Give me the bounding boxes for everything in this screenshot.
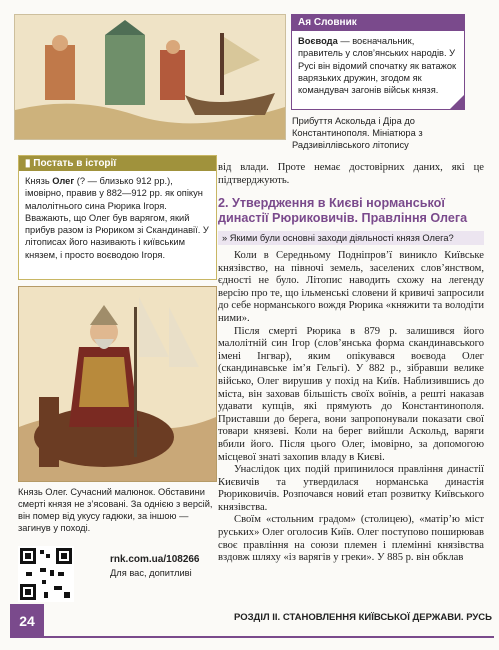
historical-figure-text bbox=[19, 171, 216, 265]
vocabulary-box bbox=[291, 14, 465, 110]
chapter-footer: РОЗДІЛ ІІ. СТАНОВЛЕННЯ КИЇВСЬКОЇ ДЕРЖАВИ. РУСЬ bbox=[234, 612, 492, 623]
portrait-drawing bbox=[19, 287, 216, 481]
miniature-illustration bbox=[14, 14, 286, 140]
vocabulary-header bbox=[292, 15, 464, 31]
role-intro: Князь bbox=[25, 176, 53, 186]
qr-subtitle: Для вас, допитливі bbox=[110, 568, 192, 578]
section-title: Утвердження в Києві норманської династії Рюриковичів. Правління Олега bbox=[218, 196, 468, 225]
historical-figure-header bbox=[19, 156, 216, 171]
portrait-caption: Князь Олег. Сучасний малюнок. Обставини смерті князя не з’ясовані. За однією з версій, він помер від укусу гадюки, за іншою — загинув у поході. bbox=[18, 487, 213, 534]
paragraph: Унаслідок цих подій припинилося правління династії Києвичів та утвердилася норманська династія Рюриковичів. Розпочався новий етап розвитку Київського князівства. bbox=[218, 464, 484, 513]
page-number: 24 bbox=[10, 604, 44, 638]
miniature-caption: Прибуття Аскольда і Діра до Константинополя. Мініатюра з Радзивіллівського літопису bbox=[292, 116, 423, 150]
qr-link[interactable]: rnk.com.ua/108266 bbox=[110, 554, 200, 565]
portrait-icon: ▮ bbox=[25, 158, 34, 169]
role-name: Олег bbox=[52, 176, 75, 186]
vocabulary-term: Воєвода bbox=[298, 36, 338, 46]
paragraph-continued: від влади. Проте немає достовірних даних, які це підтверджують. bbox=[218, 162, 484, 186]
paragraph: Своїм «стольним градом» (столицею), «матір’ю міст руських» Олег оголосив Київ. Олег поступово поширював своє правління на союзи племен і племінні князівства вздовж шляху «із варягів у греки». У 885 р. він обклав bbox=[218, 514, 484, 564]
oleg-portrait bbox=[18, 286, 217, 482]
vocabulary-icon: Aя bbox=[298, 17, 314, 28]
corner-triangle bbox=[450, 95, 464, 109]
footer-divider bbox=[44, 636, 494, 638]
guiding-question bbox=[218, 231, 484, 245]
historical-figure-box bbox=[18, 155, 217, 280]
question-text: Якими були основні заходи діяльності князя Олега? bbox=[229, 233, 454, 243]
section-body bbox=[218, 250, 484, 565]
section-number: 2. bbox=[218, 196, 229, 210]
continued-paragraph bbox=[218, 162, 484, 187]
miniature-drawing bbox=[15, 15, 285, 139]
vocabulary-definition: — воєначальник, правитель у слов’янських народів. У Русі він відомий спочатку як ватажок варязьких дружин, згодом як командувач загонів військ князя. bbox=[298, 36, 457, 96]
paragraph: Після смерті Рюрика в 879 р. залишився його малолітній син Ігор (слов’янська форма скандинавського імені Інгвар), яким опікувався воєвода Олег (скандинавське ім’я Гельгі). У 882 р., зібравши велике військо, Олег вирушив у похід на Київ. Наблизившись до міста, він заховав більшість своїх воїнів, а решті наказав удавати купців, які прямують до Константинополя. Приставши до берега, вони запропонували показати свої товари князеві. Коли на берег вийшли Аскольд, варяги вбили його. Після цього Олег, імовірно, за допомогою місцевої знаті захопив владу в Києві. bbox=[218, 325, 484, 463]
paragraph: Коли в Середньому Подніпров’ї виникло Київське князівство, на півночі земель, заселених слов’янством, єдності не було. Літопис наводить схожу на легенду версію про те, що ільменські словени й кривичі запросили до себе норманського вождя Рюрика «княжити та володіти ними». bbox=[218, 250, 484, 324]
question-arrow-icon: » bbox=[222, 233, 228, 243]
qr-code-icon bbox=[18, 546, 74, 602]
section-heading bbox=[218, 196, 484, 226]
vocabulary-text bbox=[292, 31, 464, 100]
vocabulary-title: Словник bbox=[313, 17, 357, 28]
qr-code[interactable] bbox=[18, 546, 74, 602]
role-text: (? — близько 912 рр.), імовірно, правив у 882—912 рр. як опікун малолітнього сина Рюрика Ігоря. Вважають, що Олег був варягом, який прибув разом із Рюриком зі Скандинавії. У літописах його називають і київським князем, і просто воєводою Ігоря. bbox=[25, 176, 209, 260]
historical-figure-title: Постать в історії bbox=[33, 158, 117, 169]
